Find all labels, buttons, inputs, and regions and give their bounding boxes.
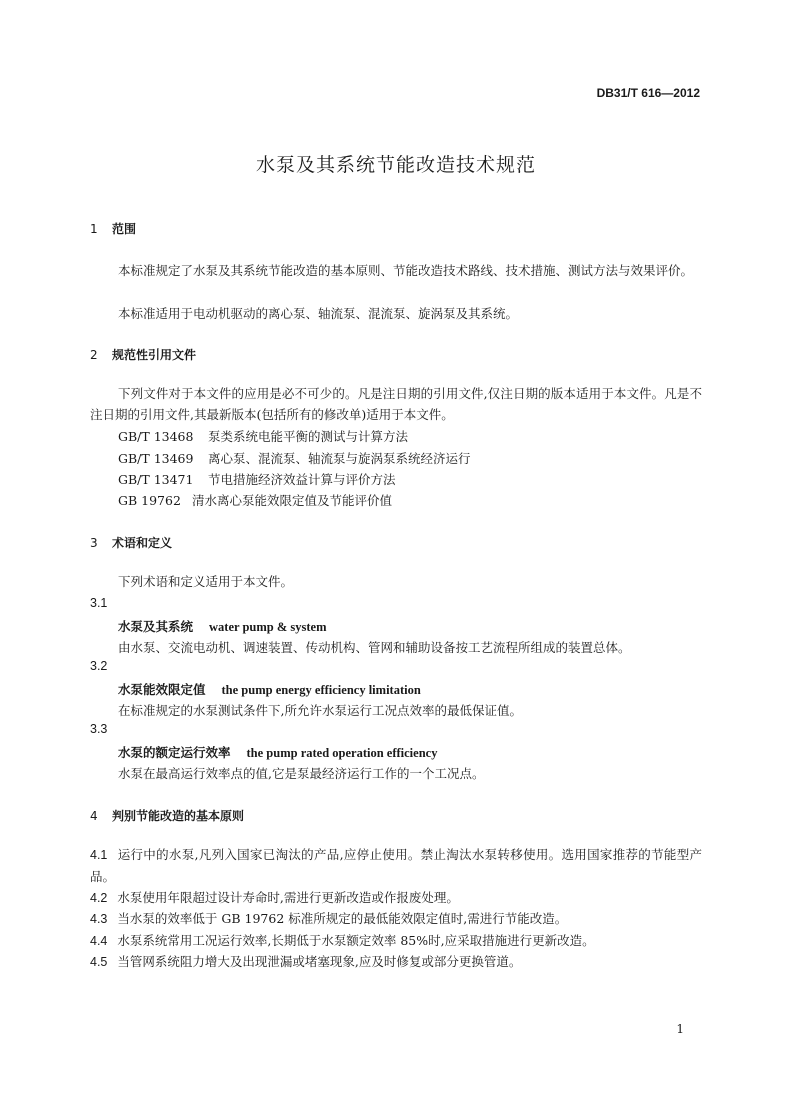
term-heading [118, 617, 326, 635]
reference-title: 离心泵、混流泵、轴流泵与旋涡泵系统经济运行 [208, 451, 471, 466]
reference-title: 泵类系统电能平衡的测试与计算方法 [208, 429, 409, 444]
page-title: 水泵及其系统节能改造技术规范 [255, 154, 536, 176]
doc-number: DB31/T 616—2012 [596, 86, 700, 100]
reference-code: GB/T 13471 [118, 472, 194, 487]
reference-item [118, 470, 396, 488]
clause-number: 3.3 [90, 722, 108, 736]
clause-number: 3.2 [90, 659, 108, 673]
term-en: the pump rated operation efficiency [246, 746, 438, 760]
principle-number: 4.5 [90, 955, 108, 969]
principle-text: 当水泵的效率低于 GB 19762 标准所规定的最低能效限定值时,需进行节能改造。 [117, 911, 568, 926]
term-definition: 在标准规定的水泵测试条件下,所允许水泵运行工况点效率的最低保证值。 [118, 703, 522, 718]
principle-number: 4.1 [90, 848, 108, 862]
principle-item [90, 887, 702, 909]
section-1-heading [90, 220, 136, 237]
reference-item [118, 491, 392, 509]
principle-number: 4.4 [90, 934, 108, 948]
reference-code: GB 19762 [118, 493, 181, 508]
reference-title: 节电措施经济效益计算与评价方法 [208, 472, 396, 487]
page-number: 1 [676, 1022, 684, 1036]
section-number: 1 [90, 222, 98, 236]
principle-text: 当管网系统阻力增大及出现泄漏或堵塞现象,应及时修复或部分更换管道。 [117, 954, 522, 969]
section-title: 判别节能改造的基本原则 [112, 809, 245, 823]
reference-item [118, 427, 408, 445]
section-3-paragraph-1: 下列术语和定义适用于本文件。 [118, 574, 294, 589]
term-en: water pump & system [209, 620, 327, 634]
section-2-paragraph-1: 下列文件对于本文件的应用是必不可少的。凡是注日期的引用文件,仅注日期的版本适用于本文件。凡是不注日期的引用文件,其最新版本(包括所有的修改单)适用于本文件。 [90, 386, 702, 422]
term-heading [118, 743, 437, 761]
reference-code: GB/T 13469 [118, 451, 194, 466]
section-title: 术语和定义 [112, 536, 173, 550]
term-definition: 由水泵、交流电动机、调速装置、传动机构、管网和辅助设备按工艺流程所组成的装置总体。 [118, 640, 631, 655]
principle-item [90, 908, 702, 930]
term-heading [118, 680, 421, 698]
principle-text: 水泵系统常用工况运行效率,长期低于水泵额定效率 85%时,应采取措施进行更新改造。 [117, 933, 595, 948]
term-zh: 水泵能效限定值 [118, 682, 206, 697]
term-en: the pump energy efficiency limitation [221, 683, 421, 697]
principle-number: 4.2 [90, 891, 108, 905]
principle-text: 水泵使用年限超过设计寿命时,需进行更新改造或作报废处理。 [117, 890, 459, 905]
section-1-paragraph-1: 本标准规定了水泵及其系统节能改造的基本原则、节能改造技术路线、技术措施、测试方法与效果评价。 [118, 263, 694, 278]
principle-number: 4.3 [90, 912, 108, 926]
principle-item [90, 930, 702, 952]
section-number: 3 [90, 536, 98, 550]
principle-item [90, 951, 702, 973]
section-1-paragraph-2: 本标准适用于电动机驱动的离心泵、轴流泵、混流泵、旋涡泵及其系统。 [118, 306, 519, 321]
reference-item [118, 449, 471, 467]
term-definition: 水泵在最高运行效率点的值,它是泵最经济运行工作的一个工况点。 [118, 766, 485, 781]
section-2-heading [90, 346, 196, 363]
term-zh: 水泵及其系统 [118, 619, 194, 634]
section-title: 规范性引用文件 [112, 348, 197, 362]
principle-text: 运行中的水泵,凡列入国家已淘汰的产品,应停止使用。禁止淘汰水泵转移使用。选用国家推荐的节能型产品。 [90, 847, 702, 884]
principle-item [90, 844, 702, 887]
section-number: 2 [90, 348, 98, 362]
section-3-heading [90, 534, 172, 551]
reference-title: 清水离心泵能效限定值及节能评价值 [192, 493, 393, 508]
clause-number: 3.1 [90, 596, 108, 610]
section-4-heading [90, 807, 244, 824]
reference-code: GB/T 13468 [118, 429, 194, 444]
section-title: 范围 [112, 222, 137, 236]
section-number: 4 [90, 809, 98, 823]
term-zh: 水泵的额定运行效率 [118, 745, 231, 760]
